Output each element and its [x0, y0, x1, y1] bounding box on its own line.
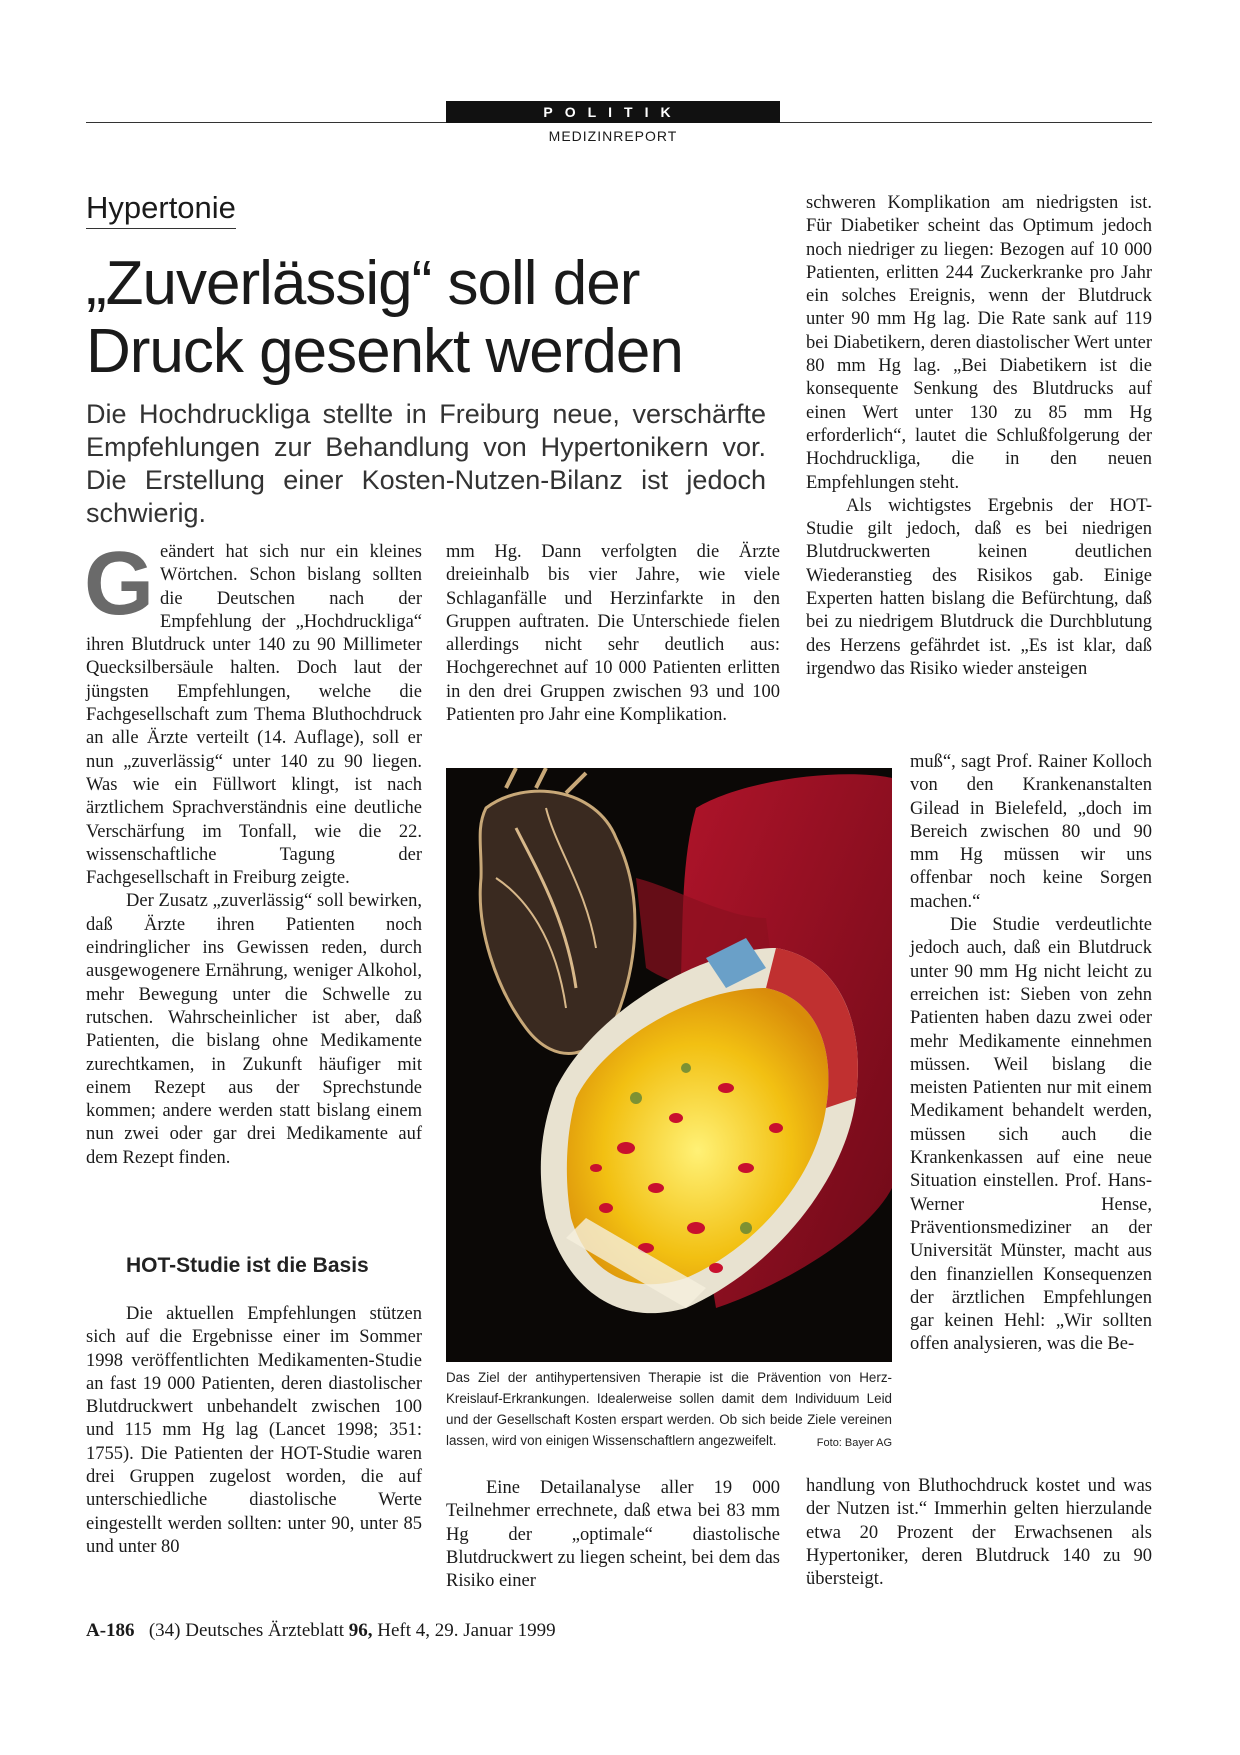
paragraph: handlung von Bluthochdruck kostet und was der Nutzen ist.“ Immerhin gelten hierzulande etwa 20 Prozent der Erwachsenen als Hypertoniker, deren Blutdruck 140 zu 90 übersteigt.	[806, 1476, 1152, 1590]
paragraph: Als wichtigstes Ergebnis der HOT-Studie gilt jedoch, daß es bei niedrigen Blutdruckwerten keinen deutlichen Wiederanstieg des Risikos gab. Einige Experten hatten bislang die Befürchtung, daß bei zu niedrigem Blutdruck die Durchblutung des Herzens gefährdet ist. „Es ist klar, daß irgendwo das Risiko wieder ansteigen	[806, 495, 1152, 679]
article-illustration	[446, 768, 892, 1362]
citation-suffix: Heft 4, 29. Januar 1999	[377, 1620, 556, 1641]
subsection-label: MEDIZINREPORT	[548, 128, 678, 144]
article-lead: Die Hochdruckliga stellte in Freiburg neue, verschärfte Empfehlungen zur Behandlung von Hypertonikern vor. Die Erstellung einer Kosten-Nutzen-Bilanz ist jedoch schwierig.	[86, 399, 766, 528]
article-headline	[86, 250, 786, 386]
photo-credit: Foto: Bayer AG	[816, 1437, 892, 1449]
paragraph: Eine Detailanalyse aller 19 000 Teilnehmer errechnete, daß etwa bei 83 mm Hg der „optimale“ diastolische Blutdruckwert zu liegen scheint, bei dem das Risiko einer	[446, 1478, 780, 1592]
caption-text: Das Ziel der antihypertensiven Therapie ist die Prävention von Herz-Kreislauf-Erkrankungen. Idealerweise sollen damit dem Individuum Leid und der Gesellschaft Kosten erspart werden. Ob sich beide Ziele vereinen lassen, wird von einigen Wissenschaftlern angezweifelt.	[446, 1370, 892, 1448]
section-subheading: HOT-Studie ist die Basis	[126, 1254, 369, 1277]
article-kicker: Hypertonie	[86, 190, 236, 229]
drop-cap: G	[84, 534, 155, 634]
column-1-continued	[86, 1303, 422, 1559]
column-2	[446, 541, 780, 727]
page-footer	[86, 1620, 556, 1642]
figure-caption	[446, 1367, 892, 1454]
paragraph: muß“, sagt Prof. Rainer Kolloch von den Krankenanstalten Gilead in Bielefeld, „doch im Bereich zwischen 80 und 90 mm Hg müssen wir uns offenbar noch keine Sorgen machen.“	[910, 752, 1152, 912]
paragraph: Der Zusatz „zuverlässig“ soll bewirken, daß Ärzte ihren Patienten noch eindringlicher ins Gewissen reden, durch ausgewogenere Ernährung, weniger Alkohol, mehr Bewegung unter die Schwelle zu rutschen. Wahrscheinlicher ist aber, daß Patienten, die bislang ohne Medikamente zurechtkamen, in Zukunft häufiger mit einem Rezept aus der Sprechstunde kommen; andere werden statt bislang einem nun zwei oder gar drei Medikamente auf dem Rezept finden.	[86, 891, 422, 1168]
column-3-continued	[806, 1475, 1152, 1591]
paragraph: Die aktuellen Empfehlungen stützen sich auf die Ergebnisse einer im Sommer 1998 veröffentlichten Medikamenten-Studie an fast 19 000 Patienten, deren diastolischer Blutdruckwert unbehandelt zwischen 100 und 115 mm Hg lag (Lancet 1998; 351: 1755). Die Patienten der HOT-Studie waren drei Gruppen zugelost worden, die auf unterschiedliche diastolische Werte eingestellt werden sollten: unter 90, unter 85 und unter 80	[86, 1304, 422, 1557]
column-2-continued	[446, 1477, 780, 1593]
column-1	[84, 534, 422, 1170]
page-number: A-186	[86, 1620, 135, 1641]
column-3-narrow	[910, 751, 1152, 1357]
citation-prefix: (34) Deutsches Ärzteblatt	[148, 1620, 345, 1641]
paragraph: Die Studie verdeutlichte jedoch auch, daß ein Blutdruck unter 90 mm Hg nicht leicht zu erreichen ist: Sieben von zehn Patienten haben dazu zwei oder mehr Medikamente einnehmen müssen. Weil bislang die meisten Patienten nur mit einem Medikament behandelt werden, müssen sich auch die Krankenkassen auf eine neue Situation einstellen. Prof. Hans-Werner Hense, Präventionsmediziner an der Universität Münster, macht aus den finanziellen Konsequenzen der ärztlichen Empfehlungen gar keinen Hehl: „Wir sollten offen analysieren, was die Be-	[910, 915, 1152, 1355]
column-3	[806, 192, 1152, 681]
section-label: POLITIK	[446, 101, 780, 123]
paragraph: schweren Komplikation am niedrigsten ist. Für Diabetiker scheint das Optimum jedoch noch niedriger zu liegen: Bezogen auf 10 000 Patienten, erlitten 244 Zuckerkranke pro Jahr ein solches Ereignis, wenn der Blutdruck unter 90 mm Hg lag. Die Rate sank auf 119 bei Diabetikern, deren diastolischer Wert unter 80 mm Hg lag. „Bei Diabetikern ist die konsequente Senkung des Blutdrucks auf einen Wert unter 130 zu 85 mm Hg erforderlich“, lautet die Schlußfolgerung der Hochdruckliga, die in den neuen Empfehlungen steht.	[806, 193, 1152, 493]
citation-volume: 96,	[348, 1620, 373, 1641]
paragraph	[84, 534, 422, 890]
headline-line-2: Druck gesenkt werden	[86, 317, 683, 386]
paragraph: mm Hg. Dann verfolgten die Ärzte dreieinhalb bis vier Jahre, wie viele Schlaganfälle und Herzinfarkte in den Gruppen auftraten. Die Unterschiede fielen allerdings nicht sehr deutlich aus: Hochgerechnet auf 10 000 Patienten erlitten in den drei Gruppen zwischen 93 und 100 Patienten pro Jahr eine Komplikation.	[446, 542, 780, 726]
heart-artery-illustration	[446, 768, 892, 1362]
headline-line-1: „Zuverlässig“ soll der	[86, 249, 640, 318]
paragraph-text: eändert hat sich nur ein kleines Wörtchen. Schon bislang sollten die Deutschen nach der Empfehlung der „Hochdruckliga“ ihren Blutdruck unter 140 zu 90 Millimeter Quecksilbersäule halten. Doch laut der jüngsten Empfehlungen, welche die Fachgesellschaft zum Thema Bluthochdruck an alle Ärzte verteilt (14. Auflage), soll er nun „zuverlässig“ unter 140 zu 90 liegen. Was wie ein Füllwort klingt, ist nach ärztlichem Sprachverständnis eine deutliche Verschärfung im Tonfall, wie die 22. wissenschaftliche Tagung der Fachgesellschaft in Freiburg zeigte.	[86, 542, 422, 889]
